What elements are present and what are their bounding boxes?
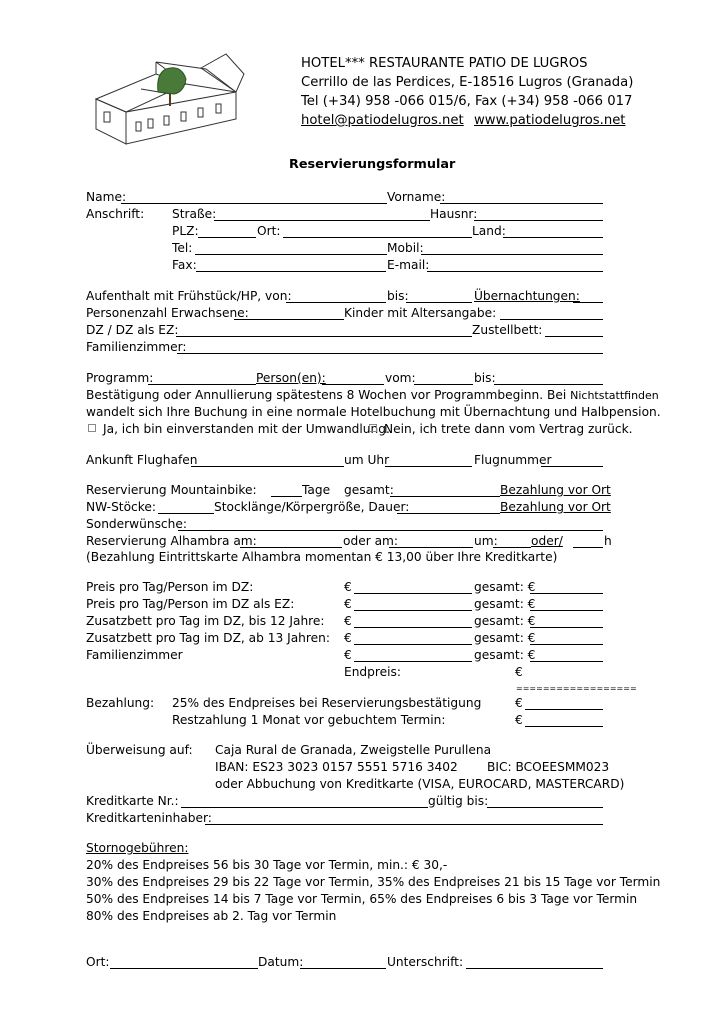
- familienzimmer-field[interactable]: [177, 353, 603, 354]
- um-uhr-label: um Uhr: [344, 453, 390, 467]
- alhambra-um-label: um:: [474, 534, 498, 548]
- price-euro: €: [344, 597, 352, 611]
- vorname-field[interactable]: [440, 203, 603, 204]
- gueltig-label: gültig bis:: [428, 794, 489, 808]
- mountainbike-gesamt-field[interactable]: [390, 496, 500, 497]
- alhambra-date-field[interactable]: [240, 547, 342, 548]
- sig-ort-label: Ort:: [86, 955, 110, 969]
- erwachsene-field[interactable]: [234, 319, 344, 320]
- anschrift-label: Anschrift:: [86, 207, 145, 221]
- tel-label: Tel:: [172, 241, 193, 255]
- alhambra-h-label: h: [604, 534, 612, 548]
- mountainbike-tage-label: Tage: [302, 483, 331, 497]
- anzahlung-text: 25% des Endpreises bei Reservierungsbestätigung: [172, 696, 482, 710]
- alhambra-label: Reservierung Alhambra am:: [86, 534, 257, 548]
- restzahlung-text: Restzahlung 1 Monat vor gebuchtem Termin:: [172, 713, 446, 727]
- fax-field[interactable]: [196, 271, 386, 272]
- bic: BIC: BCOEESMM023: [487, 760, 610, 774]
- checkbox-no[interactable]: [369, 424, 377, 432]
- storno-line: 50% des Endpreises 14 bis 7 Tage vor Termin, 65% des Endpreises 6 bis 3 Tage vor Termin: [86, 892, 638, 906]
- programm-vom-field[interactable]: [414, 384, 473, 385]
- programm-bis-label: bis:: [474, 371, 496, 385]
- price-row-label: Preis pro Tag/Person im DZ als EZ:: [86, 597, 295, 611]
- storno-title: Stornogebühren:: [86, 841, 189, 855]
- mountainbike-gesamt-label: gesamt:: [344, 483, 394, 497]
- programm-bis-field[interactable]: [494, 384, 603, 385]
- endpreis-label: Endpreis:: [344, 665, 401, 679]
- storno-line: 20% des Endpreises 56 bis 30 Tage vor Termin, min.: € 30,-: [86, 858, 448, 872]
- mountainbike-label: Reservierung Mountainbike:: [86, 483, 257, 497]
- sig-unterschrift-label: Unterschrift:: [387, 955, 464, 969]
- mobil-label: Mobil:: [387, 241, 424, 255]
- ort-label: Ort:: [257, 224, 281, 238]
- alhambra-note: (Bezahlung Eintrittskarte Alhambra momentan € 13,00 über Ihre Kreditkarte): [86, 550, 558, 564]
- option-yes[interactable]: Ja, ich bin einverstanden mit der Umwandlung.: [88, 422, 390, 436]
- flugnummer-field[interactable]: [541, 466, 603, 467]
- storno-line: 30% des Endpreises 29 bis 22 Tage vor Termin, 35% des Endpreises 21 bis 15 Tage vor Termin: [86, 875, 661, 889]
- sonderwuensche-field[interactable]: [178, 530, 603, 531]
- hotel-address: Cerrillo de las Perdices, E-18516 Lugros (Granada): [301, 75, 634, 90]
- price-euro: €: [344, 648, 352, 662]
- fax-label: Fax:: [172, 258, 197, 272]
- hotel-name: HOTEL*** RESTAURANTE PATIO DE LUGROS: [301, 56, 588, 71]
- dz-field[interactable]: [176, 336, 472, 337]
- stocklaenge-field[interactable]: [397, 513, 500, 514]
- sig-datum-label: Datum:: [258, 955, 304, 969]
- price-euro: €: [344, 614, 352, 628]
- endpreis-double-line: ==================: [516, 684, 637, 693]
- form-title: Reservierungsformular: [289, 157, 456, 172]
- price-gesamt-field[interactable]: [530, 610, 603, 611]
- price-gesamt-label: gesamt: €: [474, 648, 536, 662]
- name-label: Name:: [86, 190, 127, 204]
- stocklaenge-label: Stocklänge/Körpergröße, Dauer:: [214, 500, 410, 514]
- storno-line: 80% des Endpreises ab 2. Tag vor Termin: [86, 909, 337, 923]
- flughafen-field[interactable]: [191, 466, 344, 467]
- um-uhr-field[interactable]: [385, 466, 472, 467]
- price-field[interactable]: [354, 610, 472, 611]
- strasse-field[interactable]: [214, 220, 430, 221]
- price-gesamt-label: gesamt: €: [474, 597, 536, 611]
- anzahlung-euro: €: [515, 696, 523, 710]
- name-field[interactable]: [121, 203, 387, 204]
- tel-field[interactable]: [195, 254, 387, 255]
- hotel-phone: Tel (+34) 958 -066 015/6, Fax (+34) 958 -066 017: [301, 94, 633, 109]
- price-row-label: Preis pro Tag/Person im DZ:: [86, 580, 254, 594]
- kreditkarte-label: Kreditkarte Nr.:: [86, 794, 179, 808]
- uebernachtungen-label: Übernachtungen:: [474, 289, 580, 303]
- card-alternative: oder Abbuchung von Kreditkarte (VISA, EUROCARD, MASTERCARD): [215, 777, 625, 791]
- price-gesamt-field[interactable]: [530, 644, 603, 645]
- mountainbike-bezahlung-label: Bezahlung vor Ort: [500, 483, 611, 497]
- kinder-label: Kinder mit Altersangabe:: [344, 306, 497, 320]
- dz-label: DZ / DZ als EZ:: [86, 323, 179, 337]
- price-row-label: Familienzimmer: [86, 648, 183, 662]
- aufenthalt-von-field[interactable]: [286, 302, 386, 303]
- ort-field[interactable]: [283, 237, 472, 238]
- familienzimmer-label: Familienzimmer:: [86, 340, 187, 354]
- email-field[interactable]: [427, 271, 603, 272]
- alhambra-time-alt-field[interactable]: [573, 547, 603, 548]
- price-row-label: Zusatzbett pro Tag im DZ, bis 12 Jahre:: [86, 614, 325, 628]
- inhaber-field[interactable]: [205, 824, 603, 825]
- vorname-label: Vorname:: [387, 190, 446, 204]
- kreditkarte-field[interactable]: [181, 807, 428, 808]
- gueltig-field[interactable]: [487, 807, 603, 808]
- aufenthalt-label: Aufenthalt mit Frühstück/HP, von:: [86, 289, 292, 303]
- erwachsene-label: Personenzahl Erwachsene:: [86, 306, 249, 320]
- checkbox-yes[interactable]: [88, 424, 96, 432]
- alhambra-oder-am-label: oder am:: [343, 534, 399, 548]
- bank-name: Caja Rural de Granada, Zweigstelle Purullena: [215, 743, 492, 757]
- inhaber-label: Kreditkarteninhaber:: [86, 811, 212, 825]
- alhambra-oder-label: oder/: [531, 534, 563, 548]
- zustellbett-field[interactable]: [545, 336, 603, 337]
- aufenthalt-bis-field[interactable]: [406, 302, 472, 303]
- price-field[interactable]: [354, 627, 472, 628]
- price-gesamt-label: gesamt: €: [474, 614, 536, 628]
- hausnr-field[interactable]: [474, 220, 603, 221]
- price-gesamt-field[interactable]: [530, 661, 603, 662]
- anzahlung-field[interactable]: [525, 709, 603, 710]
- hotel-email-link[interactable]: hotel@patiodelugros.net: [301, 113, 464, 128]
- mountainbike-field[interactable]: [271, 496, 302, 497]
- restzahlung-field[interactable]: [525, 726, 603, 727]
- plz-field[interactable]: [198, 237, 256, 238]
- sig-datum-field[interactable]: [300, 968, 386, 969]
- hotel-website-link[interactable]: www.patiodelugros.net: [474, 113, 626, 128]
- land-label: Land:: [472, 224, 506, 238]
- personen-field[interactable]: [322, 384, 384, 385]
- mobil-field[interactable]: [421, 254, 603, 255]
- sig-unterschrift-field[interactable]: [466, 968, 603, 969]
- programm-field[interactable]: [148, 384, 256, 385]
- programm-note-1: Bestätigung oder Annullierung spätestens 8 Wochen vor Programmbeginn. Bei Nichtstattfinden: [86, 388, 659, 402]
- price-field[interactable]: [354, 593, 472, 594]
- zustellbett-label: Zustellbett:: [472, 323, 543, 337]
- uebernachtungen-field[interactable]: [573, 302, 603, 303]
- price-gesamt-field[interactable]: [530, 627, 603, 628]
- price-row-label: Zusatzbett pro Tag im DZ, ab 13 Jahren:: [86, 631, 330, 645]
- option-no[interactable]: Nein, ich trete dann vom Vertrag zurück.: [369, 422, 633, 436]
- alhambra-time-field[interactable]: [493, 547, 531, 548]
- kinder-field[interactable]: [500, 319, 603, 320]
- nw-stoecke-label: NW-Stöcke:: [86, 500, 156, 514]
- price-gesamt-label: gesamt: €: [474, 580, 536, 594]
- price-field[interactable]: [354, 661, 472, 662]
- alhambra-alt-date-field[interactable]: [389, 547, 473, 548]
- price-euro: €: [344, 580, 352, 594]
- programm-label: Programm:: [86, 371, 154, 385]
- ueberweisung-label: Überweisung auf:: [86, 743, 193, 757]
- email-label: E-mail:: [387, 258, 430, 272]
- flugnummer-label: Flugnummer: [474, 453, 552, 467]
- iban: IBAN: ES23 3023 0157 5551 5716 3402: [215, 760, 458, 774]
- price-euro: €: [344, 631, 352, 645]
- endpreis-euro: €: [515, 665, 523, 679]
- price-gesamt-field[interactable]: [530, 593, 603, 594]
- aufenthalt-bis-label: bis:: [387, 289, 409, 303]
- restzahlung-euro: €: [515, 713, 523, 727]
- land-field[interactable]: [503, 237, 603, 238]
- sonderwuensche-label: Sonderwünsche:: [86, 517, 187, 531]
- hotel-logo-sketch: [86, 44, 246, 154]
- bezahlung-label: Bezahlung:: [86, 696, 155, 710]
- sig-ort-field[interactable]: [110, 968, 258, 969]
- programm-vom-label: vom:: [385, 371, 416, 385]
- price-gesamt-label: gesamt: €: [474, 631, 536, 645]
- price-field[interactable]: [354, 644, 472, 645]
- personen-label: Person(en):: [256, 371, 326, 385]
- strasse-label: Straße:: [172, 207, 217, 221]
- nw-stoecke-field[interactable]: [158, 513, 214, 514]
- plz-label: PLZ:: [172, 224, 199, 238]
- hausnr-label: Hausnr:: [430, 207, 478, 221]
- nw-bezahlung-label: Bezahlung vor Ort: [500, 500, 611, 514]
- programm-note-2: wandelt sich Ihre Buchung in eine normale Hotelbuchung mit Übernachtung und Halbpension.: [86, 405, 661, 419]
- flughafen-label: Ankunft Flughafen: [86, 453, 198, 467]
